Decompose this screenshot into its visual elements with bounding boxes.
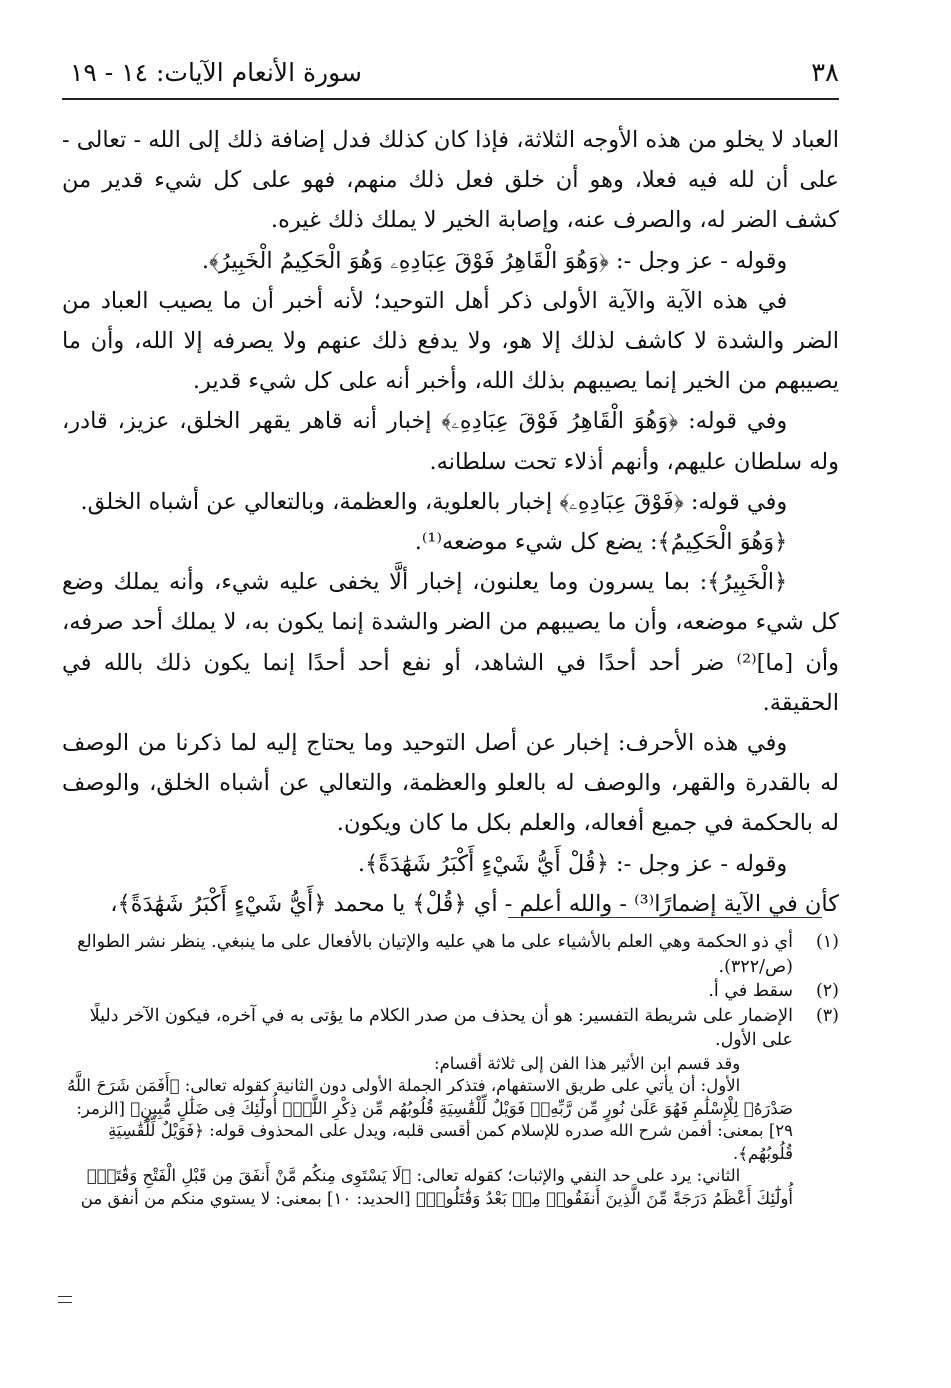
footnote-number: (٢) <box>815 981 839 1001</box>
running-title: سورة الأنعام الآيات: ١٤ - ١٩ <box>70 58 362 87</box>
footnote-subparagraph: وقد قسم ابن الأثير هذا الفن إلى ثلاثة أقسام: <box>434 1053 741 1073</box>
header-rule <box>62 98 839 100</box>
footnote <box>62 930 839 979</box>
footnote <box>62 979 839 1004</box>
paragraph: ﴿وَهُوَ الْحَكِيمُ﴾: يضع كل شيء موضعه⁽¹⁾. <box>414 529 788 556</box>
paragraph: وفي قوله: ﴿وَهُوَ الْقَاهِرُ فَوْقَ عِبَادِهِۦ﴾ إخبار أنه قاهر يقهر الخلق، عزيز، قادر، وله سلطان عليهم، وأنهم أذلاء تحت سلطانه. <box>62 408 839 475</box>
footnote-text: الإضمار على شريطة التفسير: هو أن يحذف من صدر الكلام ما يؤتى به في آخره، فيكون الآخر دليلًا على الأول. <box>89 1005 793 1050</box>
paragraph: وفي قوله: ﴿فَوْقَ عِبَادِهِۦ﴾ إخبار بالعلوية، والعظمة، وبالتعالي عن أشباه الخلق. <box>80 488 788 515</box>
footnotes <box>62 930 839 1210</box>
footnote-text: سقط في أ. <box>708 981 793 1001</box>
footnote <box>62 1004 839 1053</box>
continuation-mark <box>58 1296 72 1303</box>
paragraph: في هذه الآية والآية الأولى ذكر أهل التوحيد؛ لأنه أخبر أن ما يصيب العباد من الضر والشدة لا كاشف لذلك إلا هو، ولا يدفع ذلك عنهم ولا يصرفه إلا الله، وأن ما يصيبهم من الخير إنما يصيبهم بذلك الله، وأخبر أنه على كل شيء قدير. <box>62 287 839 395</box>
paragraph: وقوله - عز وجل -: ﴿قُلْ أَيُّ شَيْءٍ أَكْبَرُ شَهَٰدَةً﴾. <box>357 850 788 877</box>
footnote-text: أي ذو الحكمة وهي العلم بالأشياء على ما هي عليه والإتيان بالأفعال على ما ينبغي. ينظر نشر الطوالع (ص/٣٢٢). <box>77 932 793 977</box>
footnote-number: (٣) <box>815 1005 839 1026</box>
paragraph: وفي هذه الأحرف: إخبار عن أصل التوحيد وما يحتاج إليه لما ذكرنا من الوصف له بالقدرة والقهر، والوصف له بالعلو والعظمة، والتعالي عن أشباه الخلق، والوصف له بالحكمة في جميع أفعاله، والعلم بكل ما كان ويكون. <box>62 730 839 837</box>
page-number: ٣٨ <box>811 58 839 88</box>
paragraph: كأن في الآية إضمارًا⁽³⁾ - والله أعلم - أي ﴿قُلْ﴾ يا محمد ﴿أَيُّ شَيْءٍ أَكْبَرُ شَهَٰدَةً﴾، <box>110 890 839 917</box>
footnote-subparagraph: الأول: أن يأتي على طريق الاستفهام، فتذكر الجملة الأولى دون الثانية كقوله تعالى: ﴿أَفَمَن شَرَحَ اللَّهُ صَدْرَهُۥ لِلْإِسْلَٰمِ فَهُوَ عَلَىٰ نُورٍ مِّن رَّبِّهِۦۚ فَوَيْلٌ لِّلْقَٰسِيَةِ قُلُوبُهُم مِّن ذِكْرِ اللَّهِۚ أُولَٰٓئِكَ فِى ضَلَٰلٍ مُّبِينٍ﴾ [الزمر: ٢٩] بمعنى: أفمن شرح الله صدره للإسلام كمن أقسى قلبه، ويدل على المحذوف قوله: ﴿فَوَيْلٌ لِّلْقَٰسِيَةِ قُلُوبُهُم﴾. <box>67 1076 793 1163</box>
paragraph: وقوله - عز وجل -: ﴿وَهُوَ الْقَاهِرُ فَوْقَ عِبَادِهِۦ وَهُوَ الْحَكِيمُ الْخَبِيرُ﴾. <box>201 247 788 274</box>
paragraph: ﴿الْخَبِيرُ﴾: بما يسرون وما يعلنون، إخبار ألَّا يخفى عليه شيء، وأنه يملك وضع كل شيء موضعه، وأن ما يصيبهم من الضر والشدة إنما يكون به، لا يملك أحد صرفه، وأن [ما]⁽²⁾ ضر أحد أحدًا في الشاهد، أو نفع أحد أحدًا إنما يكون ذلك بالله في الحقيقة. <box>62 569 839 716</box>
footnote-number: (١) <box>815 932 839 952</box>
footnote-separator <box>508 917 822 918</box>
footnote-subparagraph: الثاني: يرد على حد النفي والإثبات؛ كقوله تعالى: ﴿لَا يَسْتَوِى مِنكُم مَّنْ أَنفَقَ مِن قَبْلِ الْفَتْحِ وَقَٰتَلَۚ أُولَٰٓئِكَ أَعْظَمُ دَرَجَةً مِّنَ الَّذِينَ أَنفَقُوا۟ مِنۢ بَعْدُ وَقَٰتَلُوا۟﴾ [الحديد: ١٠] بمعنى: لا يستوي منكم من أنفق من <box>80 1166 793 1208</box>
paragraph: العباد لا يخلو من هذه الأوجه الثلاثة، فإذا كان كذلك فدل إضافة ذلك إلى الله - تعالى - على أن لله فيه فعلا، وهو أن خلق فعل ذلك منهم، فهو على كل شيء قدير من كشف الضر له، والصرف عنه، وإصابة الخير لا يملك ذلك غيره. <box>62 127 839 234</box>
main-text <box>62 120 839 924</box>
